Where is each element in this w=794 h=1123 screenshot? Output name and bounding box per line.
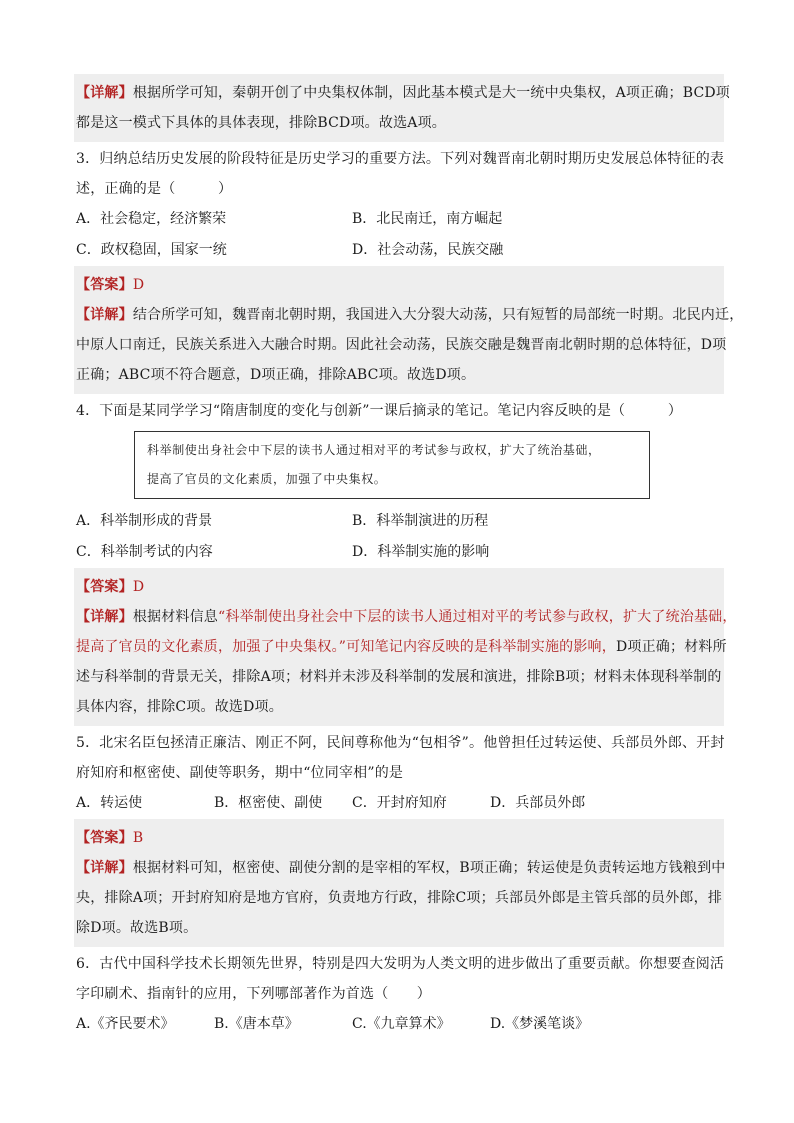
detail-line: 正确；ABC项不符合题意，D项正确，排除ABC项。故选D项。 <box>76 367 476 383</box>
answer-line <box>76 270 720 300</box>
answer-line <box>76 572 720 602</box>
question-4 <box>76 396 720 568</box>
detail-text: D项正确；材料所 <box>615 639 727 655</box>
option-c: C．开封府知府 <box>352 795 447 811</box>
option-a: A．社会稳定，经济繁荣 <box>76 211 227 227</box>
question-stem: 3．归纳总结历史发展的阶段特征是历史学习的重要方法。下列对魏晋南北朝时期历史发展总体特征的表 <box>76 151 725 167</box>
options-row <box>76 235 720 266</box>
material-line: 科举制使出身社会中下层的读书人通过相对平的考试参与政权，扩大了统治基础， <box>147 443 601 457</box>
material-line: 提高了官员的文化素质，加强了中央集权。 <box>147 472 387 486</box>
detail-line: 央，排除A项；开封府知府是地方官府，负责地方行政，排除C项；兵部员外郎是主管兵部的员外郎，排 <box>76 890 723 906</box>
option-c: C．科举制考试的内容 <box>76 544 213 560</box>
detail-text: 结合所学可知，魏晋南北朝时期，我国进入大分裂大动荡，只有短暂的局部统一时期。北民内迁， <box>132 307 744 323</box>
question-stem: 5．北宋名臣包拯清正廉洁、刚正不阿，民间尊称他为“包相爷”。他曾担任过转运使、兵部员外郎、开封 <box>76 735 725 751</box>
answer-tag: 【答案】 <box>76 830 133 846</box>
option-d: D.《梦溪笔谈》 <box>490 1016 590 1032</box>
detail-line: 具体内容，排除C项。故选D项。 <box>76 699 283 715</box>
options-row <box>76 1009 720 1040</box>
detail-tag: 【详解】 <box>76 860 133 876</box>
options-row <box>76 788 720 819</box>
document-page <box>76 74 744 1040</box>
option-a: A.《齐民要术》 <box>76 1016 175 1032</box>
question-5 <box>76 728 725 819</box>
detail-line <box>76 78 731 108</box>
options-row <box>76 506 720 537</box>
answer-value: D <box>132 277 145 293</box>
detail-line: 中原人口南迁，民族关系进入大融合时期。因此社会动荡，民族交融是魏晋南北朝时期的总体特征，D项 <box>76 337 727 353</box>
answer-block-q3 <box>74 266 744 394</box>
detail-line: 述与科举制的背景无关，排除A项；材料并未涉及科举制的发展和演进，排除B项；材料未体现科举制的 <box>76 669 722 685</box>
question-3 <box>76 144 725 266</box>
detail-line: 除D项。故选B项。 <box>76 920 198 936</box>
options-row <box>76 537 720 568</box>
option-c: C．政权稳固，国家一统 <box>76 242 227 258</box>
detail-line <box>76 853 726 883</box>
option-b: B.《唐本草》 <box>214 1016 299 1032</box>
quoted-material: 提高了官员的文化素质，加强了中央集权。”可知笔记内容反映的是科举制实施的影响， <box>76 639 616 655</box>
option-b: B．科举制演进的历程 <box>352 513 489 529</box>
option-b: B．北民南迁，南方崛起 <box>352 211 503 227</box>
option-d: D．社会动荡，民族交融 <box>352 242 504 258</box>
answer-block-q5 <box>74 819 724 947</box>
answer-line <box>76 823 720 853</box>
detail-text: 根据材料可知，枢密使、副使分割的是宰相的军权，B项正确；转运使是负责转运地方钱粮到中 <box>132 860 726 876</box>
answer-tag: 【答案】 <box>76 579 133 595</box>
option-a: A．转运使 <box>76 795 143 811</box>
question-stem: 府知府和枢密使、副使等职务，期中“位同宰相”的是 <box>76 765 404 781</box>
detail-line <box>76 632 727 662</box>
option-b: B．枢密使、副使 <box>214 795 323 811</box>
option-a: A．科举制形成的背景 <box>76 513 213 529</box>
detail-text: 根据材料信息 <box>132 609 219 625</box>
detail-tag: 【详解】 <box>76 307 133 323</box>
answer-value: D <box>132 579 145 595</box>
question-stem: 述，正确的是（ ） <box>76 181 233 197</box>
detail-tag: 【详解】 <box>76 609 133 625</box>
detail-text: 根据所学可知，秦朝开创了中央集权体制，因此基本模式是大一统中央集权，A项正确；BCD项 <box>132 85 731 101</box>
detail-line: 都是这一模式下具体的具体表现，排除BCD项。故选A项。 <box>76 115 446 131</box>
detail-line <box>76 300 744 330</box>
answer-block-q4 <box>74 568 737 726</box>
quoted-material: “科举制使出身社会中下层的读书人通过相对平的考试参与政权，扩大了统治基础， <box>218 609 737 625</box>
detail-block-q2 <box>74 74 731 142</box>
options-row <box>76 204 720 235</box>
question-stem: 4．下面是某同学学习“隋唐制度的变化与创新”一课后摘录的笔记。笔记内容反映的是（ ） <box>76 403 683 419</box>
material-box <box>134 431 650 499</box>
answer-value: B <box>132 830 144 846</box>
question-6 <box>76 949 725 1040</box>
question-stem: 字印刷术、指南针的应用，下列哪部著作为首选（ ） <box>76 986 431 1002</box>
question-stem: 6．古代中国科学技术长期领先世界，特别是四大发明为人类文明的进步做出了重要贡献。你想要查阅活 <box>76 956 725 972</box>
detail-tag: 【详解】 <box>76 85 133 101</box>
option-d: D．兵部员外郎 <box>490 795 586 811</box>
option-c: C.《九章算术》 <box>352 1016 451 1032</box>
option-d: D．科举制实施的影响 <box>352 544 490 560</box>
answer-tag: 【答案】 <box>76 277 133 293</box>
detail-line <box>76 602 737 632</box>
